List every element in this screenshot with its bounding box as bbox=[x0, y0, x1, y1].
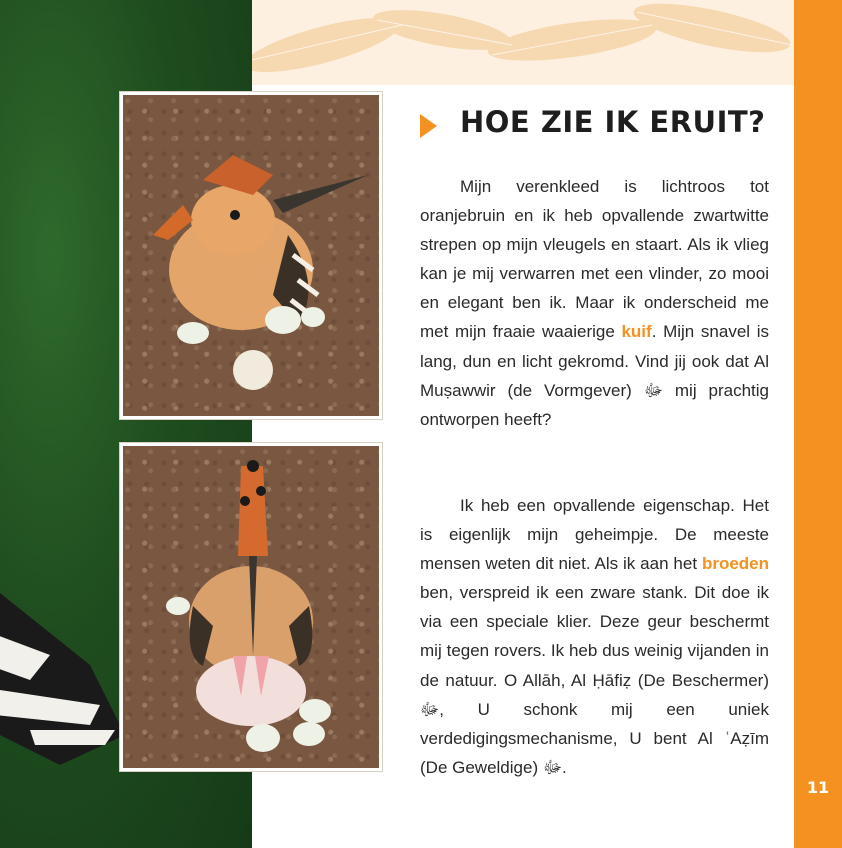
paragraph-1-text-start: Mijn verenkleed is lichtroos tot oranjebruin en ik heb opvallende zwartwitte strepen op mijn vleugels en staart. Als ik vlieg kan je mij verwarren met een vlinder, zo mooi en elegant ben ik. Maar ik onderscheid me met mijn fraaie waaierige bbox=[420, 177, 769, 342]
page-edge-bar bbox=[794, 0, 842, 848]
feather-decoration bbox=[252, 0, 794, 85]
page-number: 11 bbox=[806, 778, 830, 797]
paragraph-2-text-start: Ik heb een opvallende eigenschap. Het is eigenlijk mijn geheimpje. De meeste mensen weten dit niet. Als ik aan het bbox=[420, 496, 769, 574]
keyword-broeden: broeden bbox=[701, 554, 769, 574]
play-triangle-icon bbox=[420, 114, 437, 138]
hoopoe-wing-illustration bbox=[0, 505, 140, 775]
keyword-kuif: kuif bbox=[621, 322, 652, 342]
section-heading: HOE ZIE IK ERUIT? bbox=[460, 105, 766, 139]
body-paragraph-2 bbox=[420, 491, 769, 782]
paragraph-2-text-end: ben, verspreid ik een zware stank. Dit doe ik via een speciale klier. Deze geur beschermt mij tegen rovers. Ik heb dus weinig vijanden in de natuur. O Allāh, Al Ḥāfiẓ (De Beschermer) ﷻ, U schonk mij een uniek verdedigingsmechanisme, U bent Al ʿAẓīm (De Geweldige) ﷻ. bbox=[420, 583, 769, 777]
hoopoe-on-nest-photo bbox=[120, 92, 382, 419]
hoopoe-with-chicks-photo bbox=[120, 443, 382, 771]
body-paragraph-1 bbox=[420, 172, 769, 434]
paragraph-1-text-end: . Mijn snavel is lang, dun en licht gekromd. Vind jij ook dat Al Muṣawwir (de Vormgever) ﷻ mij prachtig ontworpen heeft? bbox=[420, 322, 770, 429]
